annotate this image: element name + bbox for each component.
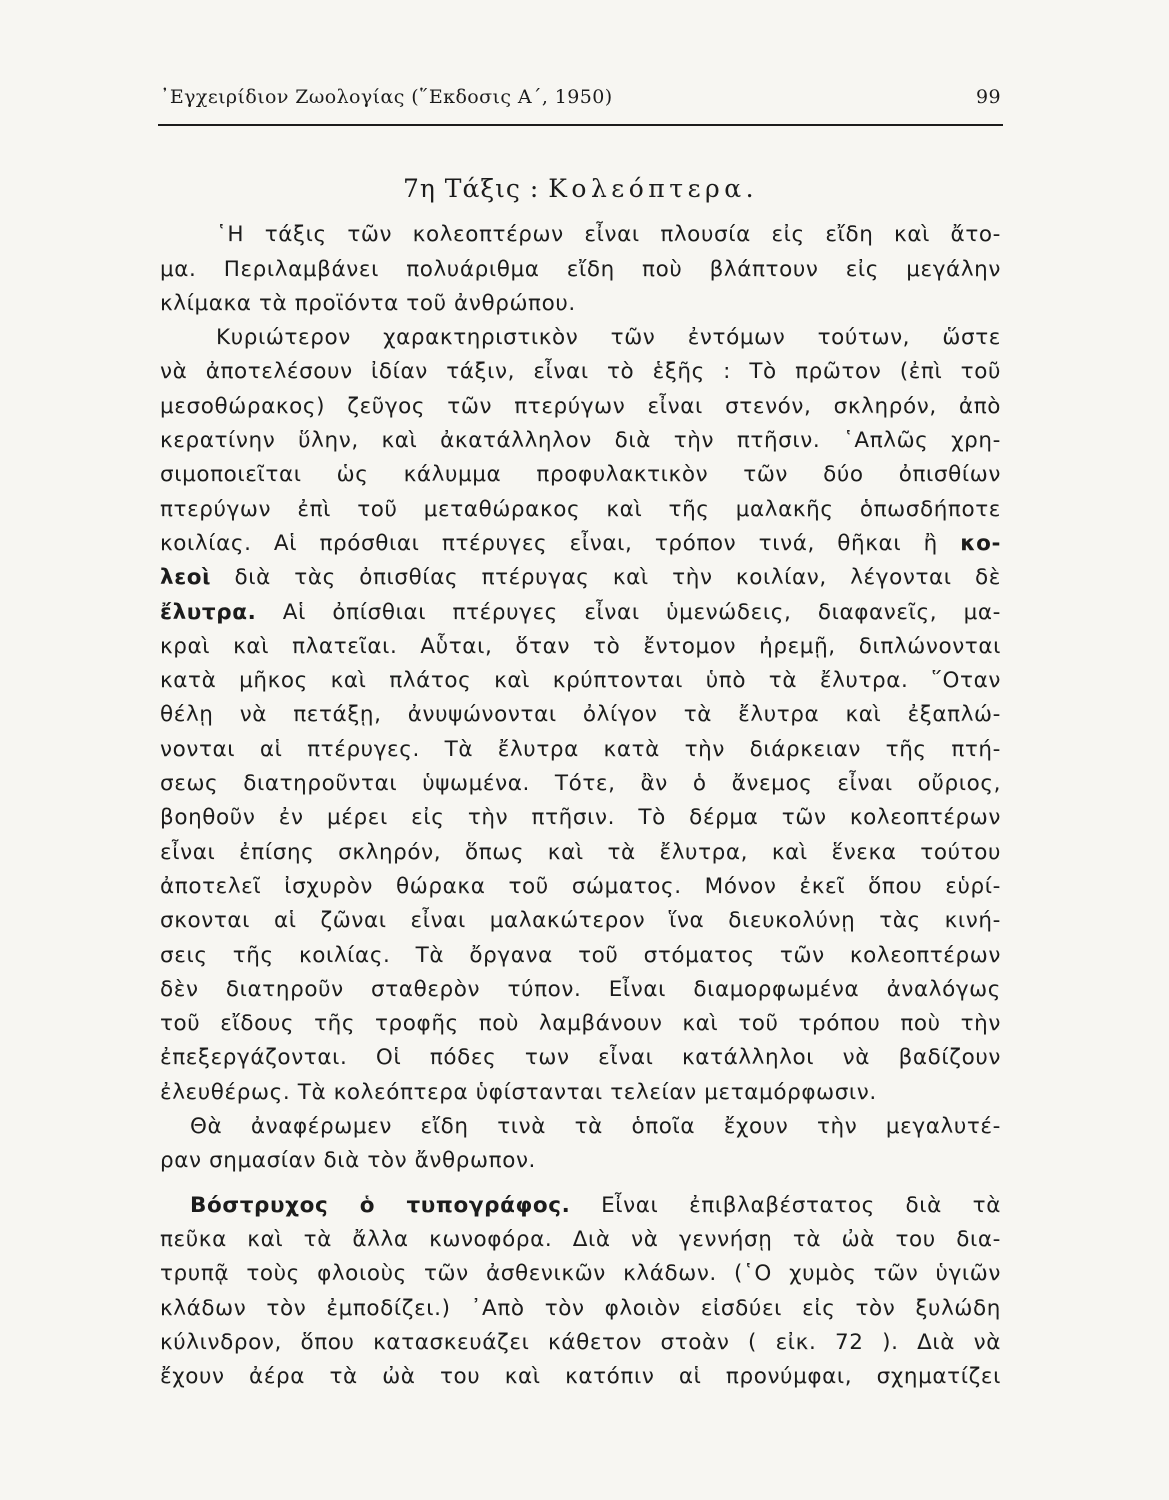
text-line: ἐλευθέρως. Τὰ κολεόπτερα ὑφίστανται τελείαν μεταμόρφωσιν.: [160, 1079, 877, 1105]
text-line: κατὰ μῆκος καὶ πλάτος καὶ κρύπτονται ὑπὸ τὰ ἔλυτρα. ῞Οταν: [160, 668, 1001, 694]
running-head: [160, 86, 1001, 108]
paragraph-species-intro: [160, 1110, 1001, 1179]
species-name: Βόστρυχος ὁ τυπογράφος.: [190, 1192, 571, 1218]
text-line: νονται αἱ πτέρυγες. Τὰ ἔλυτρα κατὰ τὴν διάρκειαν τῆς πτή-: [160, 736, 1001, 762]
paragraph-characteristics: [160, 321, 1001, 1110]
text-line: κραὶ καὶ πλατεῖαι. Αὗται, ὅταν τὸ ἔντομον ἠρεμῇ, διπλώνονται: [160, 633, 1001, 659]
text-line: μα. Περιλαμβάνει πολυάριθμα εἴδη ποὺ βλάπτουν εἰς μεγάλην: [160, 256, 1001, 282]
bold-term: λεοὶ: [160, 565, 212, 591]
section-title: [160, 172, 1001, 206]
section-name: Κολεόπτερα.: [548, 174, 759, 203]
text-line: [160, 527, 1001, 561]
header-rule: [158, 124, 1003, 126]
text-line: Θὰ ἀναφέρωμεν εἴδη τινὰ τὰ ὁποῖα ἔχουν τὴν μεγαλυτέ-: [190, 1114, 1001, 1140]
text-line: κύλινδρον, ὅπου κατασκευάζει κάθετον στοὰν ( εἰκ. 72 ). Διὰ νὰ: [160, 1329, 1001, 1355]
text-segment: Αἱ ὀπίσθιαι πτέρυγες εἶναι ὑμενώδεις, διαφανεῖς, μα-: [282, 599, 1001, 625]
text-line: μεσοθώρακος) ζεῦγος τῶν πτερύγων εἶναι στενόν, σκληρόν, ἀπὸ: [160, 393, 1001, 419]
text-line: νὰ ἀποτελέσουν ἰδίαν τάξιν, εἶναι τὸ ἑξῆς : Τὸ πρῶτον (ἐπὶ τοῦ: [160, 359, 1001, 385]
running-title: ᾿Εγχειρίδιον Ζωολογίας (῞Εκδοσις Α΄, 1950): [160, 86, 613, 108]
text-line: ραν σημασίαν διὰ τὸν ἄνθρωπον.: [160, 1148, 536, 1174]
text-line: [160, 596, 1001, 630]
text-line: σιμοποιεῖται ὡς κάλυμμα προφυλακτικὸν τῶν δύο ὀπισθίων: [160, 462, 1001, 488]
text-line: εἶναι ἐπίσης σκληρόν, ὅπως καὶ τὰ ἔλυτρα, καὶ ἕνεκα τούτου: [160, 839, 1001, 865]
page-number: 99: [976, 86, 1001, 108]
text-segment: κοιλίας. Αἱ πρόσθιαι πτέρυγες εἶναι, τρόπον τινά, θῆκαι ἢ: [160, 530, 938, 556]
paragraph-bostrychus: [160, 1189, 1001, 1395]
paragraph-intro: [160, 218, 1001, 321]
text-line: τρυπᾷ τοὺς φλοιοὺς τῶν ἀσθενικῶν κλάδων. (῾Ο χυμὸς τῶν ὑγιῶν: [160, 1261, 1001, 1287]
text-line: σκονται αἱ ζῶναι εἶναι μαλακώτερον ἵνα διευκολύνῃ τὰς κινή-: [160, 908, 1001, 934]
text-line: κλάδων τὸν ἐμποδίζει.) ᾿Απὸ τὸν φλοιὸν εἰσδύει εἰς τὸν ξυλώδη: [160, 1295, 1001, 1321]
text-line: κλίμακα τὰ προϊόντα τοῦ ἀνθρώπου.: [160, 290, 576, 316]
text-line: κερατίνην ὕλην, καὶ ἀκατάλληλον διὰ τὴν πτῆσιν. ῾Απλῶς χρη-: [160, 428, 1001, 454]
body-text: [160, 172, 1001, 1394]
text-line: δὲν διατηροῦν σταθερὸν τύπον. Εἶναι διαμορφωμένα ἀναλόγως: [160, 976, 1001, 1002]
bold-term: κο-: [960, 530, 1001, 556]
text-line: πτερύγων ἐπὶ τοῦ μεταθώρακος καὶ τῆς μαλακῆς ὁπωσδήποτε: [160, 496, 1001, 522]
text-segment: διὰ τὰς ὀπισθίας πτέρυγας καὶ τὴν κοιλίαν, λέγονται δὲ: [234, 565, 1001, 591]
text-segment: Εἶναι ἐπιβλαβέστατος διὰ τὰ: [601, 1192, 1001, 1218]
text-line: ῾Η τάξις τῶν κολεοπτέρων εἶναι πλουσία εἰς εἴδη καὶ ἄτο-: [216, 222, 1001, 248]
text-line: ἀποτελεῖ ἰσχυρὸν θώρακα τοῦ σώματος. Μόνον ἐκεῖ ὅπου εὑρί-: [160, 873, 1001, 899]
text-line: βοηθοῦν ἐν μέρει εἰς τὴν πτῆσιν. Τὸ δέρμα τῶν κολεοπτέρων: [160, 805, 1001, 831]
text-line: θέλῃ νὰ πετάξῃ, ἀνυψώνονται ὀλίγον τὰ ἔλυτρα καὶ ἐξαπλώ-: [160, 702, 1001, 728]
text-line: σεις τῆς κοιλίας. Τὰ ὄργανα τοῦ στόματος τῶν κολεοπτέρων: [160, 942, 1001, 968]
bold-term: ἔλυτρα.: [160, 599, 257, 625]
text-line: ἐπεξεργάζονται. Οἱ πόδες των εἶναι κατάλληλοι νὰ βαδίζουν: [160, 1045, 1001, 1071]
text-line: σεως διατηροῦνται ὑψωμένα. Τότε, ἂν ὁ ἄνεμος εἶναι οὔριος,: [160, 771, 1001, 797]
text-line: ἔχουν ἀέρα τὰ ὠὰ του καὶ κατόπιν αἱ προνύμφαι, σχηματίζει: [160, 1364, 1001, 1390]
text-line: [160, 561, 1001, 595]
text-line: [160, 1189, 1001, 1223]
text-line: Κυριώτερον χαρακτηριστικὸν τῶν ἐντόμων τούτων, ὥστε: [216, 325, 1001, 351]
section-label: 7η Τάξις :: [402, 174, 540, 203]
text-line: πεῦκα καὶ τὰ ἄλλα κωνοφόρα. Διὰ νὰ γεννήσῃ τὰ ὠὰ του δια-: [160, 1226, 1001, 1252]
text-line: τοῦ εἴδους τῆς τροφῆς ποὺ λαμβάνουν καὶ τοῦ τρόπου ποὺ τὴν: [160, 1011, 1001, 1037]
